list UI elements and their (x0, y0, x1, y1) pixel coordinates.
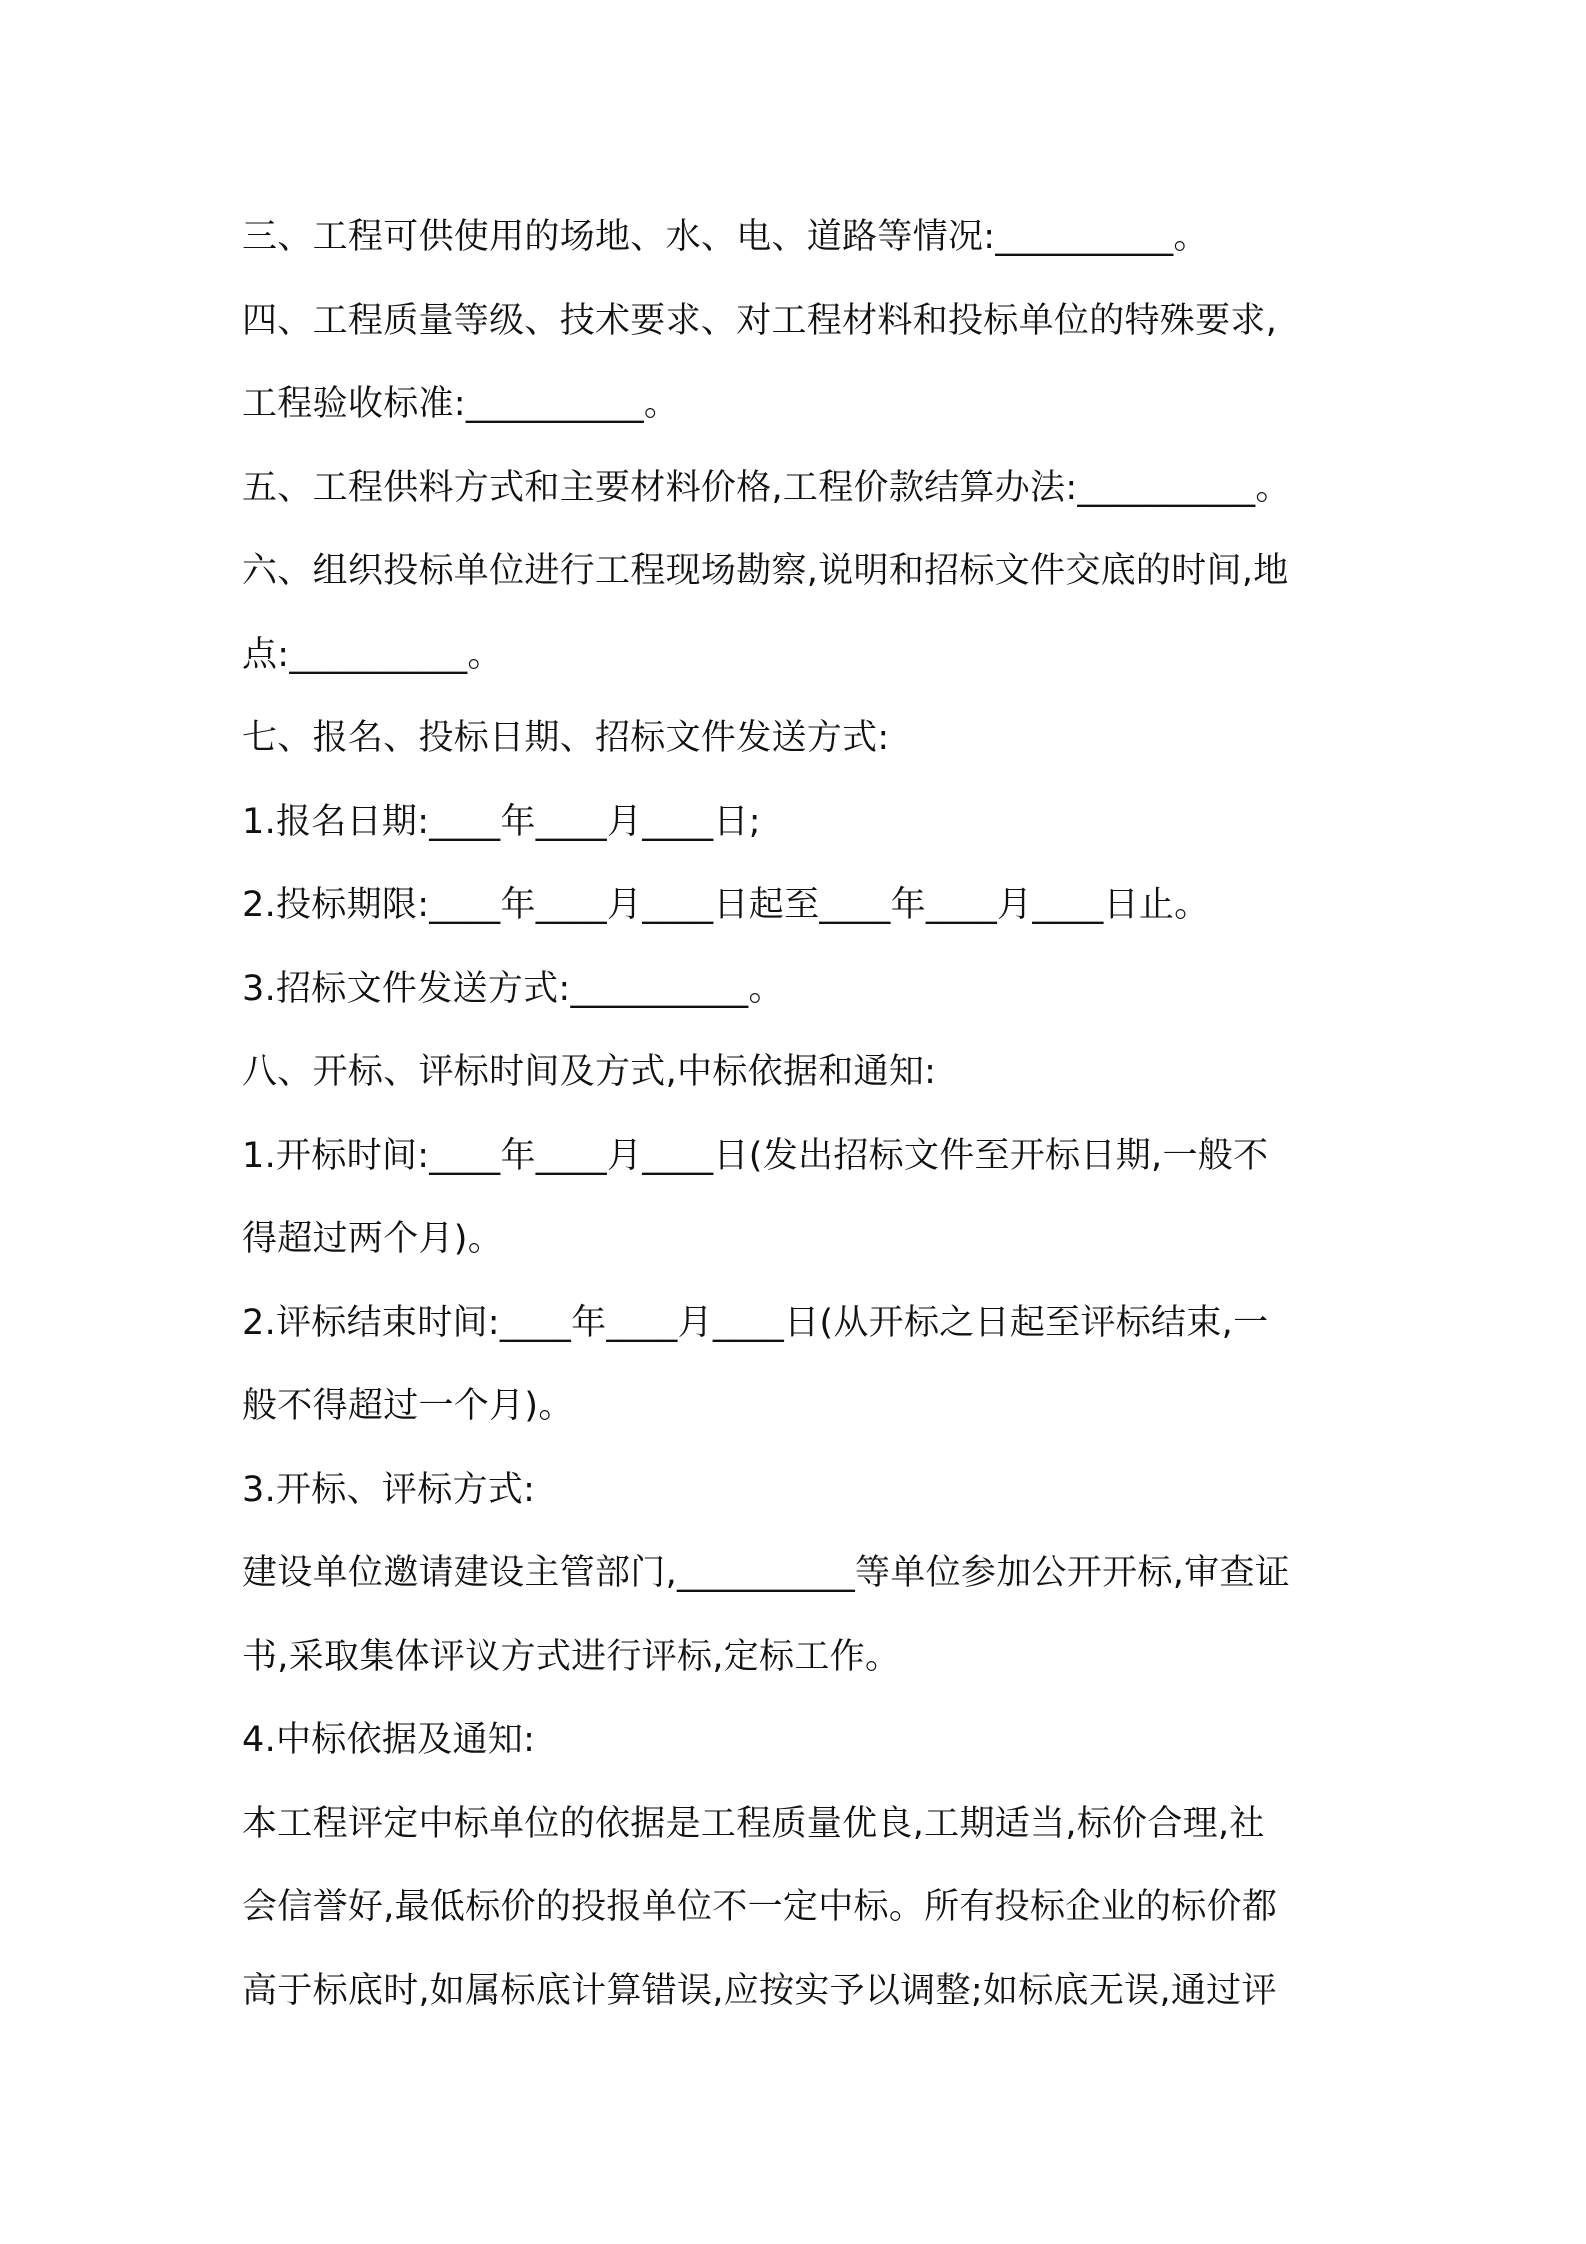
text-line: 3.开标、评标方式: (242, 1469, 536, 1510)
text-line: 2.评标结束时间:____年____月____日(从开标之日起至评标结束,一 (242, 1302, 1269, 1343)
text-line: 本工程评定中标单位的依据是工程质量优良,工期适当,标价合理,社 (242, 1803, 1265, 1844)
text-line: 五、工程供料方式和主要材料价格,工程价款结算办法:__________。 (242, 467, 1291, 508)
text-line: 高于标底时,如属标底计算错误,应按实予以调整;如标底无误,通过评 (242, 1970, 1277, 2011)
text-line: 建设单位邀请建设主管部门,__________等单位参加公开开标,审查证 (242, 1553, 1291, 1593)
text-line: 4.中标依据及通知: (242, 1720, 536, 1760)
text-line: 3.招标文件发送方式:__________。 (242, 968, 784, 1009)
text-line: 会信誉好,最低标价的投报单位不一定中标。所有投标企业的标价都 (242, 1887, 1278, 1927)
text-line: 得超过两个月)。 (242, 1219, 504, 1259)
text-line: 点:__________。 (242, 634, 503, 675)
text-line: 2.投标期限:____年____月____日起至____年____月____日止。 (242, 885, 1210, 925)
text-line: 八、开标、评标时间及方式,中标依据和通知: (242, 1052, 937, 1092)
text-line: 七、报名、投标日期、招标文件发送方式: (242, 718, 890, 758)
document-body (242, 196, 1362, 2033)
text-line: 四、工程质量等级、技术要求、对工程材料和投标单位的特殊要求, (242, 300, 1278, 341)
text-line: 六、组织投标单位进行工程现场勘察,说明和招标文件交底的时间,地 (242, 551, 1289, 591)
text-line: 三、工程可供使用的场地、水、电、道路等情况:__________。 (242, 217, 1209, 257)
text-line: 书,采取集体评议方式进行评标,定标工作。 (242, 1636, 901, 1677)
text-line: 般不得超过一个月)。 (242, 1386, 574, 1426)
text-line: 工程验收标准:__________。 (242, 384, 680, 424)
text-line: 1.报名日期:____年____月____日; (242, 801, 761, 842)
text-line: 1.开标时间:____年____月____日(发出招标文件至开标日期,一般不 (242, 1135, 1269, 1176)
